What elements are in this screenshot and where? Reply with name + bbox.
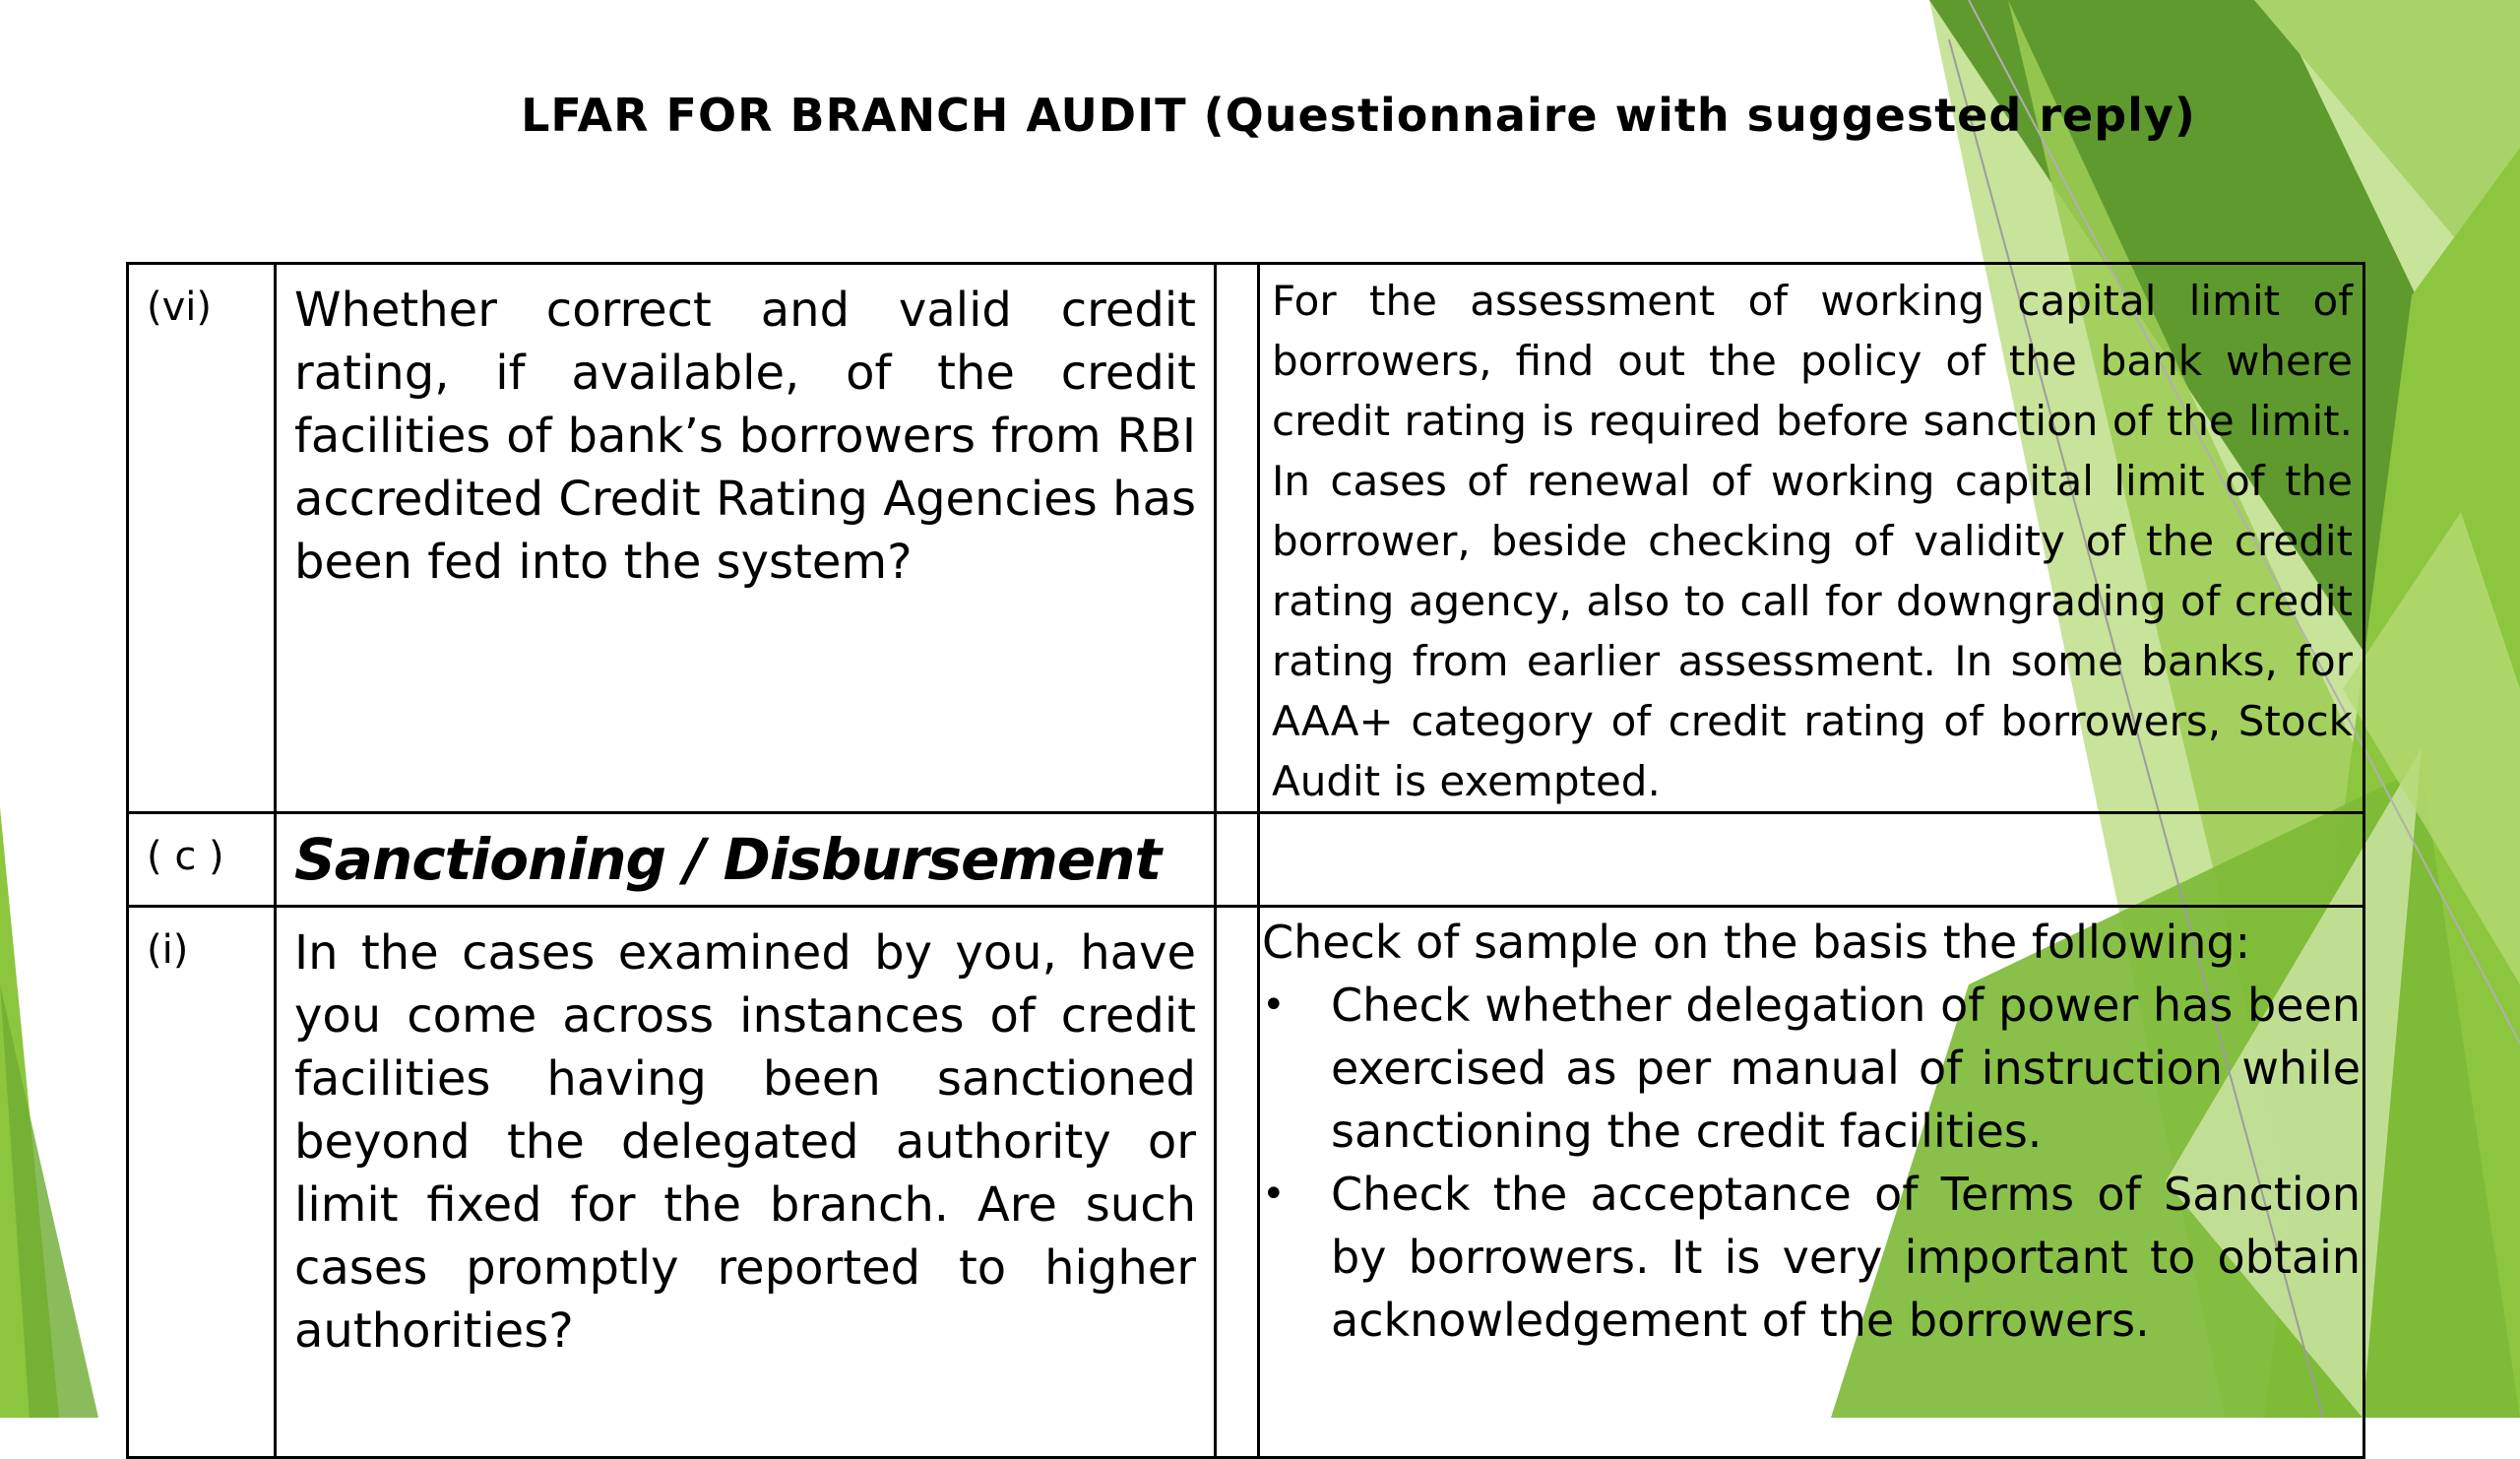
section-heading-cell	[276, 813, 1216, 907]
list-item	[1260, 1163, 2362, 1352]
bullet-text: Check whether delegation of power has been exercised as per manual of instruction while sanctioning the credit facilities.	[1331, 979, 2361, 1158]
item-number: (vi)	[147, 285, 212, 330]
item-number-cell	[128, 264, 276, 813]
answer-cell	[1259, 813, 2364, 907]
item-number-cell	[128, 813, 276, 907]
question-cell	[276, 907, 1216, 1458]
list-item	[1260, 974, 2362, 1163]
section-heading: Sanctioning / Disbursement	[294, 826, 1162, 893]
table-row	[128, 264, 2364, 813]
lfar-questionnaire-table	[126, 262, 2365, 1459]
answer-bullet-list	[1260, 974, 2362, 1352]
answer-cell	[1259, 264, 2364, 813]
spacer-cell	[1216, 264, 1259, 813]
question-text: In the cases examined by you, have you come across instances of credit facilities having been sanctioned beyond the delegated authority or limit fixed for the branch. Are such cases promptly reported to higher authorities?	[294, 925, 1196, 1359]
spacer-cell	[1216, 907, 1259, 1458]
question-cell	[276, 264, 1216, 813]
table-row	[128, 813, 2364, 907]
item-number-cell	[128, 907, 276, 1458]
answer-text: For the assessment of working capital limit of borrowers, find out the policy of the bank where credit rating is required before sanction of the limit. In cases of renewal of working capital limit of the borrower, beside checking of validity of the credit rating agency, also to call for downgrading of credit rating from earlier assessment. In some banks, for AAA+ category of credit rating of borrowers, Stock Audit is exempted.	[1272, 277, 2353, 805]
slide-title: LFAR FOR BRANCH AUDIT (Questionnaire with suggested reply)	[521, 89, 2196, 142]
question-text: Whether correct and valid credit rating, if available, of the credit facilities of bank’s borrowers from RBI accredited Credit Rating Agencies has been fed into the system?	[294, 283, 1196, 590]
item-number: (i)	[147, 927, 189, 973]
spacer-cell	[1216, 813, 1259, 907]
table-row	[128, 907, 2364, 1458]
answer-lead-text: Check of sample on the basis the following:	[1262, 916, 2251, 969]
bullet-icon: •	[1262, 983, 1286, 1028]
bullet-text: Check the acceptance of Terms of Sanction by borrowers. It is very important to obtain acknowledgement of the borrowers.	[1331, 1168, 2361, 1347]
section-number: ( c )	[147, 834, 224, 879]
bullet-icon: •	[1262, 1172, 1286, 1217]
answer-cell	[1259, 907, 2364, 1458]
